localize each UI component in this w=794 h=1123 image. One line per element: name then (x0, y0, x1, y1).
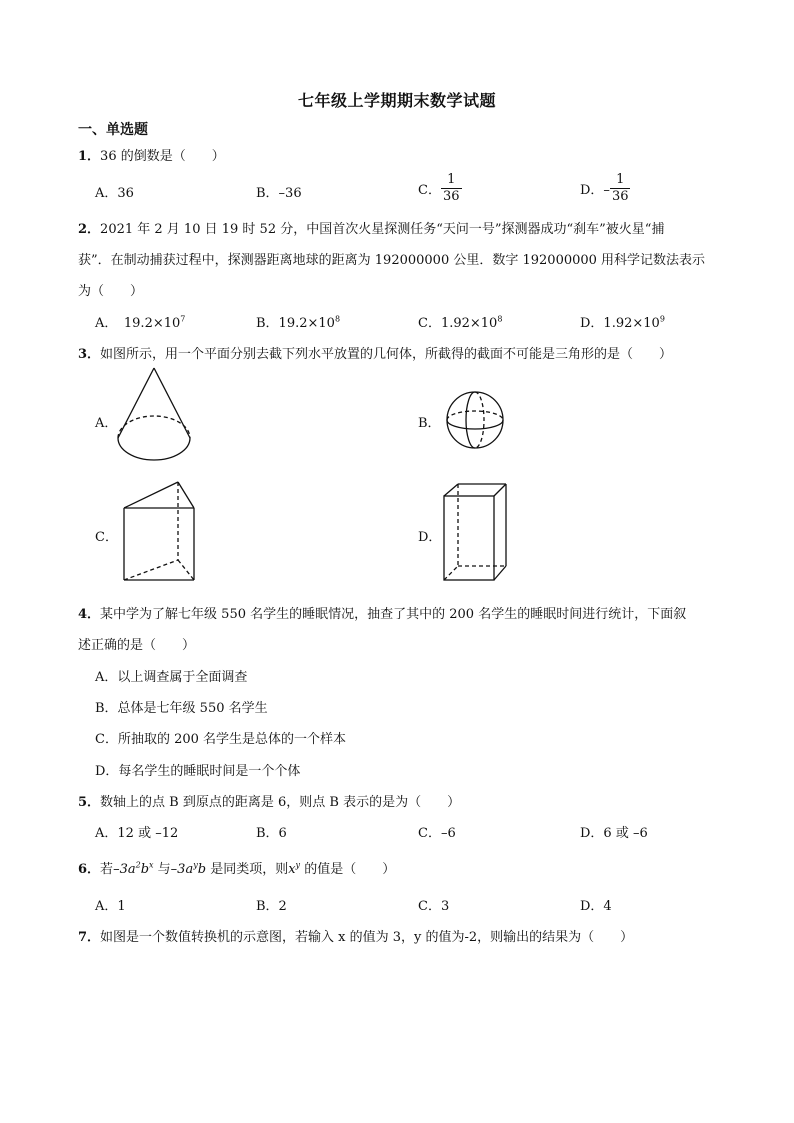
question-6 (78, 858, 395, 877)
question-number: 4． (78, 607, 101, 622)
sphere-figure (445, 390, 505, 450)
question-text: 的值是（ ） (300, 862, 396, 877)
math-term (171, 862, 206, 877)
option-label: D．– (580, 183, 610, 198)
option-d: D． (418, 530, 442, 545)
question-2-line3: 为（ ） (78, 284, 144, 299)
option-text: B．19.2×10 (256, 316, 335, 331)
question-1 (78, 145, 225, 164)
option-a: A．以上调查属于全面调查 (95, 670, 248, 685)
exponent: 9 (659, 314, 665, 324)
question-7 (78, 926, 633, 945)
denominator: 36 (442, 189, 460, 204)
option-label: C． (418, 183, 441, 198)
term: –3a (170, 862, 194, 877)
question-number: 1． (78, 149, 101, 164)
option-a (95, 312, 185, 331)
numerator: 1 (441, 172, 462, 189)
question-text: 如图所示，用一个平面分别去截下列水平放置的几何体，所截得的截面不可能是三角形的是（ ） (100, 347, 673, 362)
option-text: A． 19.2×10 (95, 316, 181, 331)
option-d: D．4 (580, 899, 612, 914)
option-text: C．1.92×10 (418, 316, 498, 331)
question-3 (78, 343, 672, 362)
option-b: B．总体是七年级 550 名学生 (95, 701, 268, 716)
option-a: A．12 或 –12 (95, 826, 179, 841)
question-4-line2: 述正确的是（ ） (78, 638, 196, 653)
option-c: C．3 (418, 899, 450, 914)
section-heading: 一、单选题 (78, 122, 148, 138)
option-c: C． (95, 530, 118, 545)
option-c: C．所抽取的 200 名学生是总体的一个样本 (95, 732, 347, 747)
fraction (441, 172, 462, 205)
option-d: D．6 或 –6 (580, 826, 648, 841)
exponent: y (295, 860, 301, 870)
question-text: 与 (153, 862, 171, 877)
option-b: B． (418, 416, 441, 431)
question-text: 36 的倒数是（ ） (100, 149, 225, 164)
cone-figure (116, 366, 200, 466)
exponent: 7 (180, 314, 186, 324)
question-text: 2021 年 2 月 10 日 19 时 52 分，中国首次火星探测任务“天问一号”探测器成功“刹车”被火星“捕 (100, 222, 665, 237)
option-c (418, 312, 502, 331)
option-a: A． (95, 416, 118, 431)
question-number: 2． (78, 222, 101, 237)
question-number: 5． (78, 795, 101, 810)
question-text: 若 (100, 862, 114, 877)
denominator: 36 (611, 189, 629, 204)
page-title: 七年级上学期期末数学试题 (298, 91, 497, 110)
question-text: 某中学为了解七年级 550 名学生的睡眠情况，抽查了其中的 200 名学生的睡眠时间进行统计，下面叙 (100, 607, 687, 622)
term: –3a (113, 862, 136, 877)
option-b: B．6 (256, 826, 287, 841)
exponent: 8 (334, 314, 341, 324)
option-b (256, 312, 340, 331)
math-term (288, 862, 300, 877)
numerator: 1 (610, 172, 631, 189)
option-c: C．–6 (418, 826, 456, 841)
rectangular-prism-figure (440, 480, 510, 584)
question-text: 数轴上的点 B 到原点的距离是 6，则点 B 表示的是为（ ） (100, 795, 461, 810)
question-text: 是同类项，则 (206, 862, 289, 877)
term: b (197, 862, 207, 877)
option-a: A．36 (95, 186, 134, 201)
option-b: B．–36 (256, 186, 302, 201)
triangular-prism-figure (120, 478, 200, 584)
math-term (113, 862, 153, 877)
term: b (140, 862, 150, 877)
exponent: y (193, 860, 198, 870)
question-text: 如图是一个数值转换机的示意图，若输入 x 的值为 3，y 的值为-2，则输出的结果为（ ） (100, 930, 634, 945)
option-d (580, 172, 630, 205)
question-number: 3． (78, 347, 101, 362)
exponent: x (149, 860, 154, 870)
option-b: B．2 (256, 899, 287, 914)
question-5 (78, 791, 460, 810)
fraction (610, 172, 631, 205)
exponent: 2 (135, 860, 141, 870)
question-2-line2: 获”．在制动捕获过程中，探测器距离地球的距离为 192000000 公里．数字 192000000 用科学记数法表示 (78, 253, 706, 268)
option-d: D．每名学生的睡眠时间是一个个体 (95, 764, 301, 779)
question-4 (78, 603, 686, 622)
option-d (580, 312, 665, 331)
question-number: 6． (78, 862, 101, 877)
question-number: 7． (78, 930, 101, 945)
term: x (288, 862, 296, 877)
question-2 (78, 218, 664, 237)
option-c (418, 172, 462, 205)
option-text: D．1.92×10 (580, 316, 660, 331)
option-a: A．1 (95, 899, 126, 914)
exponent: 8 (497, 314, 503, 324)
